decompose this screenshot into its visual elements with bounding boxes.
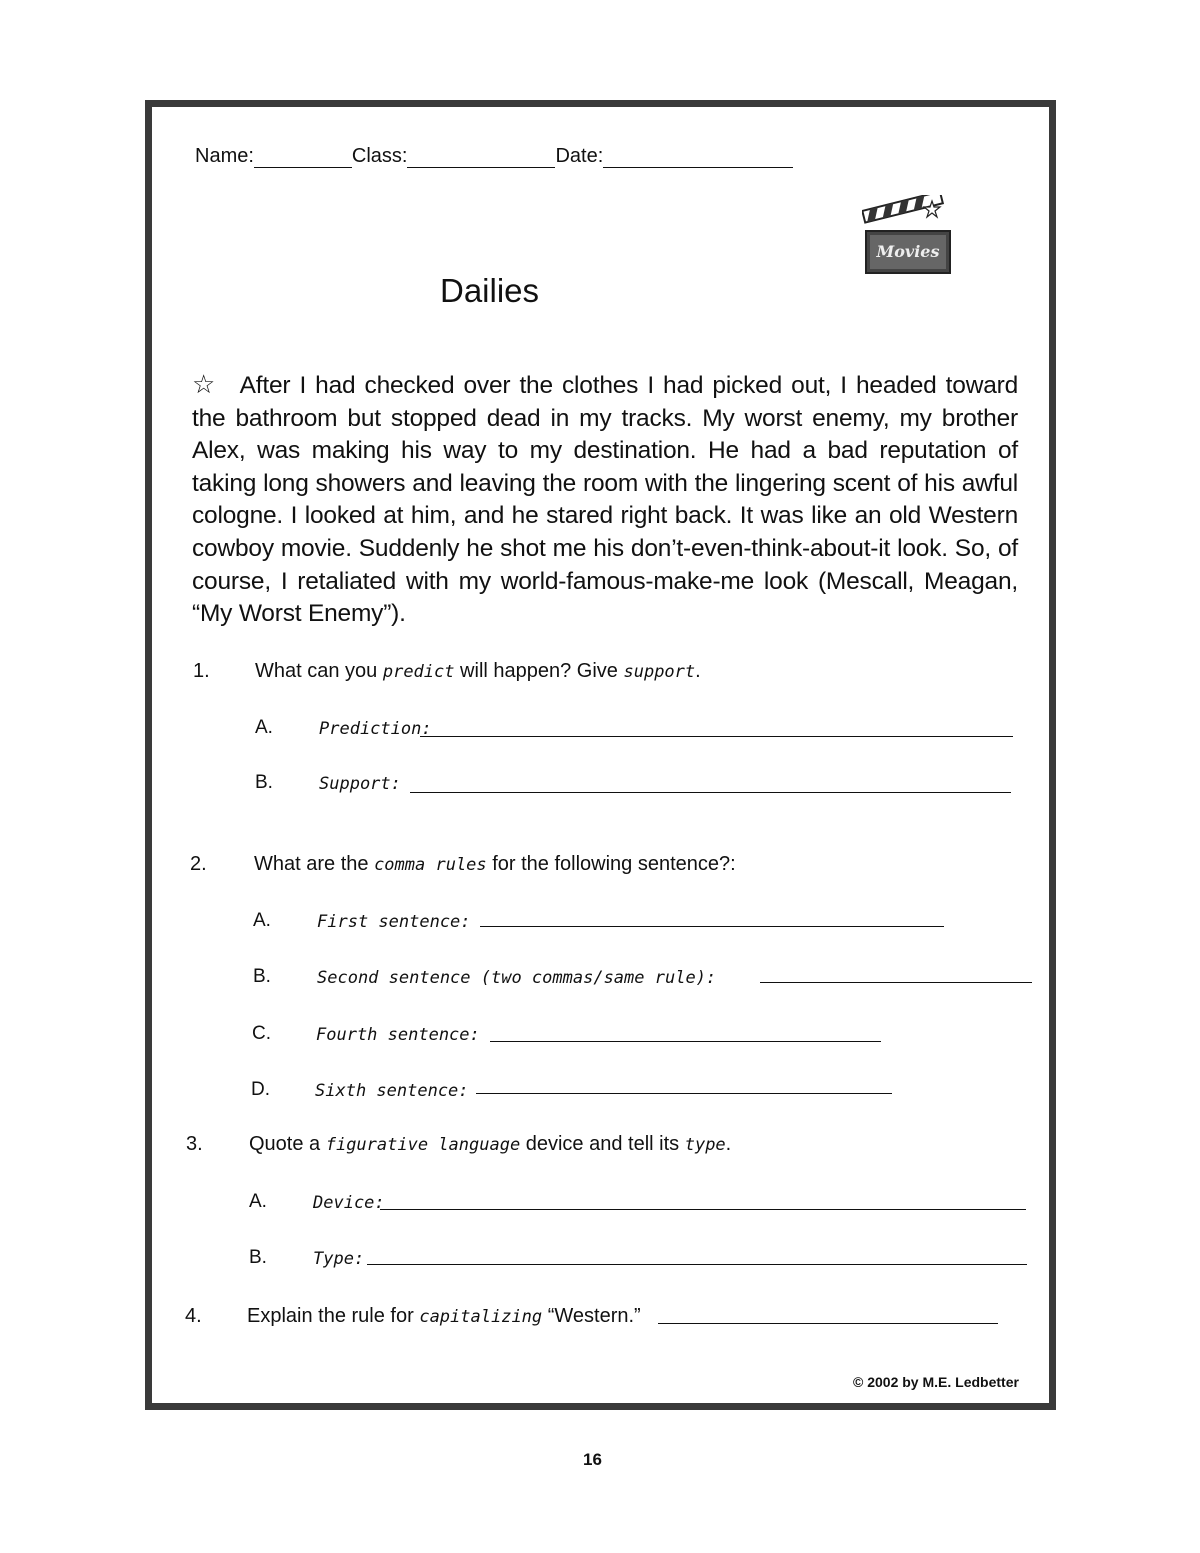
question-4 [185, 1305, 641, 1328]
question-3 [186, 1133, 732, 1156]
answer-line-prediction[interactable] [420, 736, 1013, 737]
question-number: 4. [185, 1305, 202, 1327]
question-1 [193, 660, 701, 683]
header-fields [195, 145, 793, 168]
answer-line-sixth-sentence[interactable] [476, 1093, 892, 1094]
question-text: What can you predict will happen? Give support. [255, 660, 701, 682]
worksheet-border [145, 100, 1056, 1410]
movies-clapperboard-logo [862, 195, 954, 277]
question-number: 2. [190, 853, 207, 875]
page-title: Dailies [440, 272, 540, 309]
answer-line-first-sentence[interactable] [480, 926, 944, 927]
question-2 [190, 853, 736, 876]
copyright-notice: © 2002 by M.E. Ledbetter [853, 1374, 1019, 1390]
class-label: Class: [351, 145, 408, 167]
page-number: 16 [583, 1450, 602, 1469]
passage-text: After I had checked over the clothes I had picked out, I headed toward the bathroom but stopped dead in my tracks. My worst enemy, my brother Alex, was making his way to my destination. He had a bad reputation of taking long showers and leaving the room with the lingering scent of his awful cologne. I looked at him, and he stared right back. It was like an old Western cowboy movie. Suddenly he shot me his don’t-even-think-about-it look. So, of course, I retaliated with my world-famous-make-me look (Mescall, Meagan, “My Worst Enemy”). [192, 372, 1019, 628]
question-number: 3. [186, 1133, 203, 1155]
question-number: 1. [193, 660, 210, 682]
star-icon: ☆ [192, 369, 218, 399]
answer-line-second-sentence[interactable] [760, 982, 1032, 983]
class-blank [407, 149, 555, 168]
question-text: Quote a figurative language device and tell its type. [249, 1133, 732, 1155]
answer-line-support[interactable] [410, 792, 1011, 793]
question-text: Explain the rule for capitalizing “Western.” [247, 1305, 641, 1327]
answer-line-type[interactable] [367, 1264, 1027, 1265]
question-text: What are the comma rules for the following sentence?: [254, 853, 736, 875]
name-label: Name: [195, 145, 254, 167]
date-label: Date: [555, 145, 604, 167]
reading-passage [192, 368, 1018, 631]
name-blank [254, 149, 352, 168]
answer-line-capitalizing[interactable] [658, 1323, 998, 1324]
answer-line-device[interactable] [380, 1209, 1026, 1210]
date-blank [603, 149, 793, 168]
logo-text: Movies [876, 242, 940, 261]
answer-line-fourth-sentence[interactable] [490, 1041, 881, 1042]
